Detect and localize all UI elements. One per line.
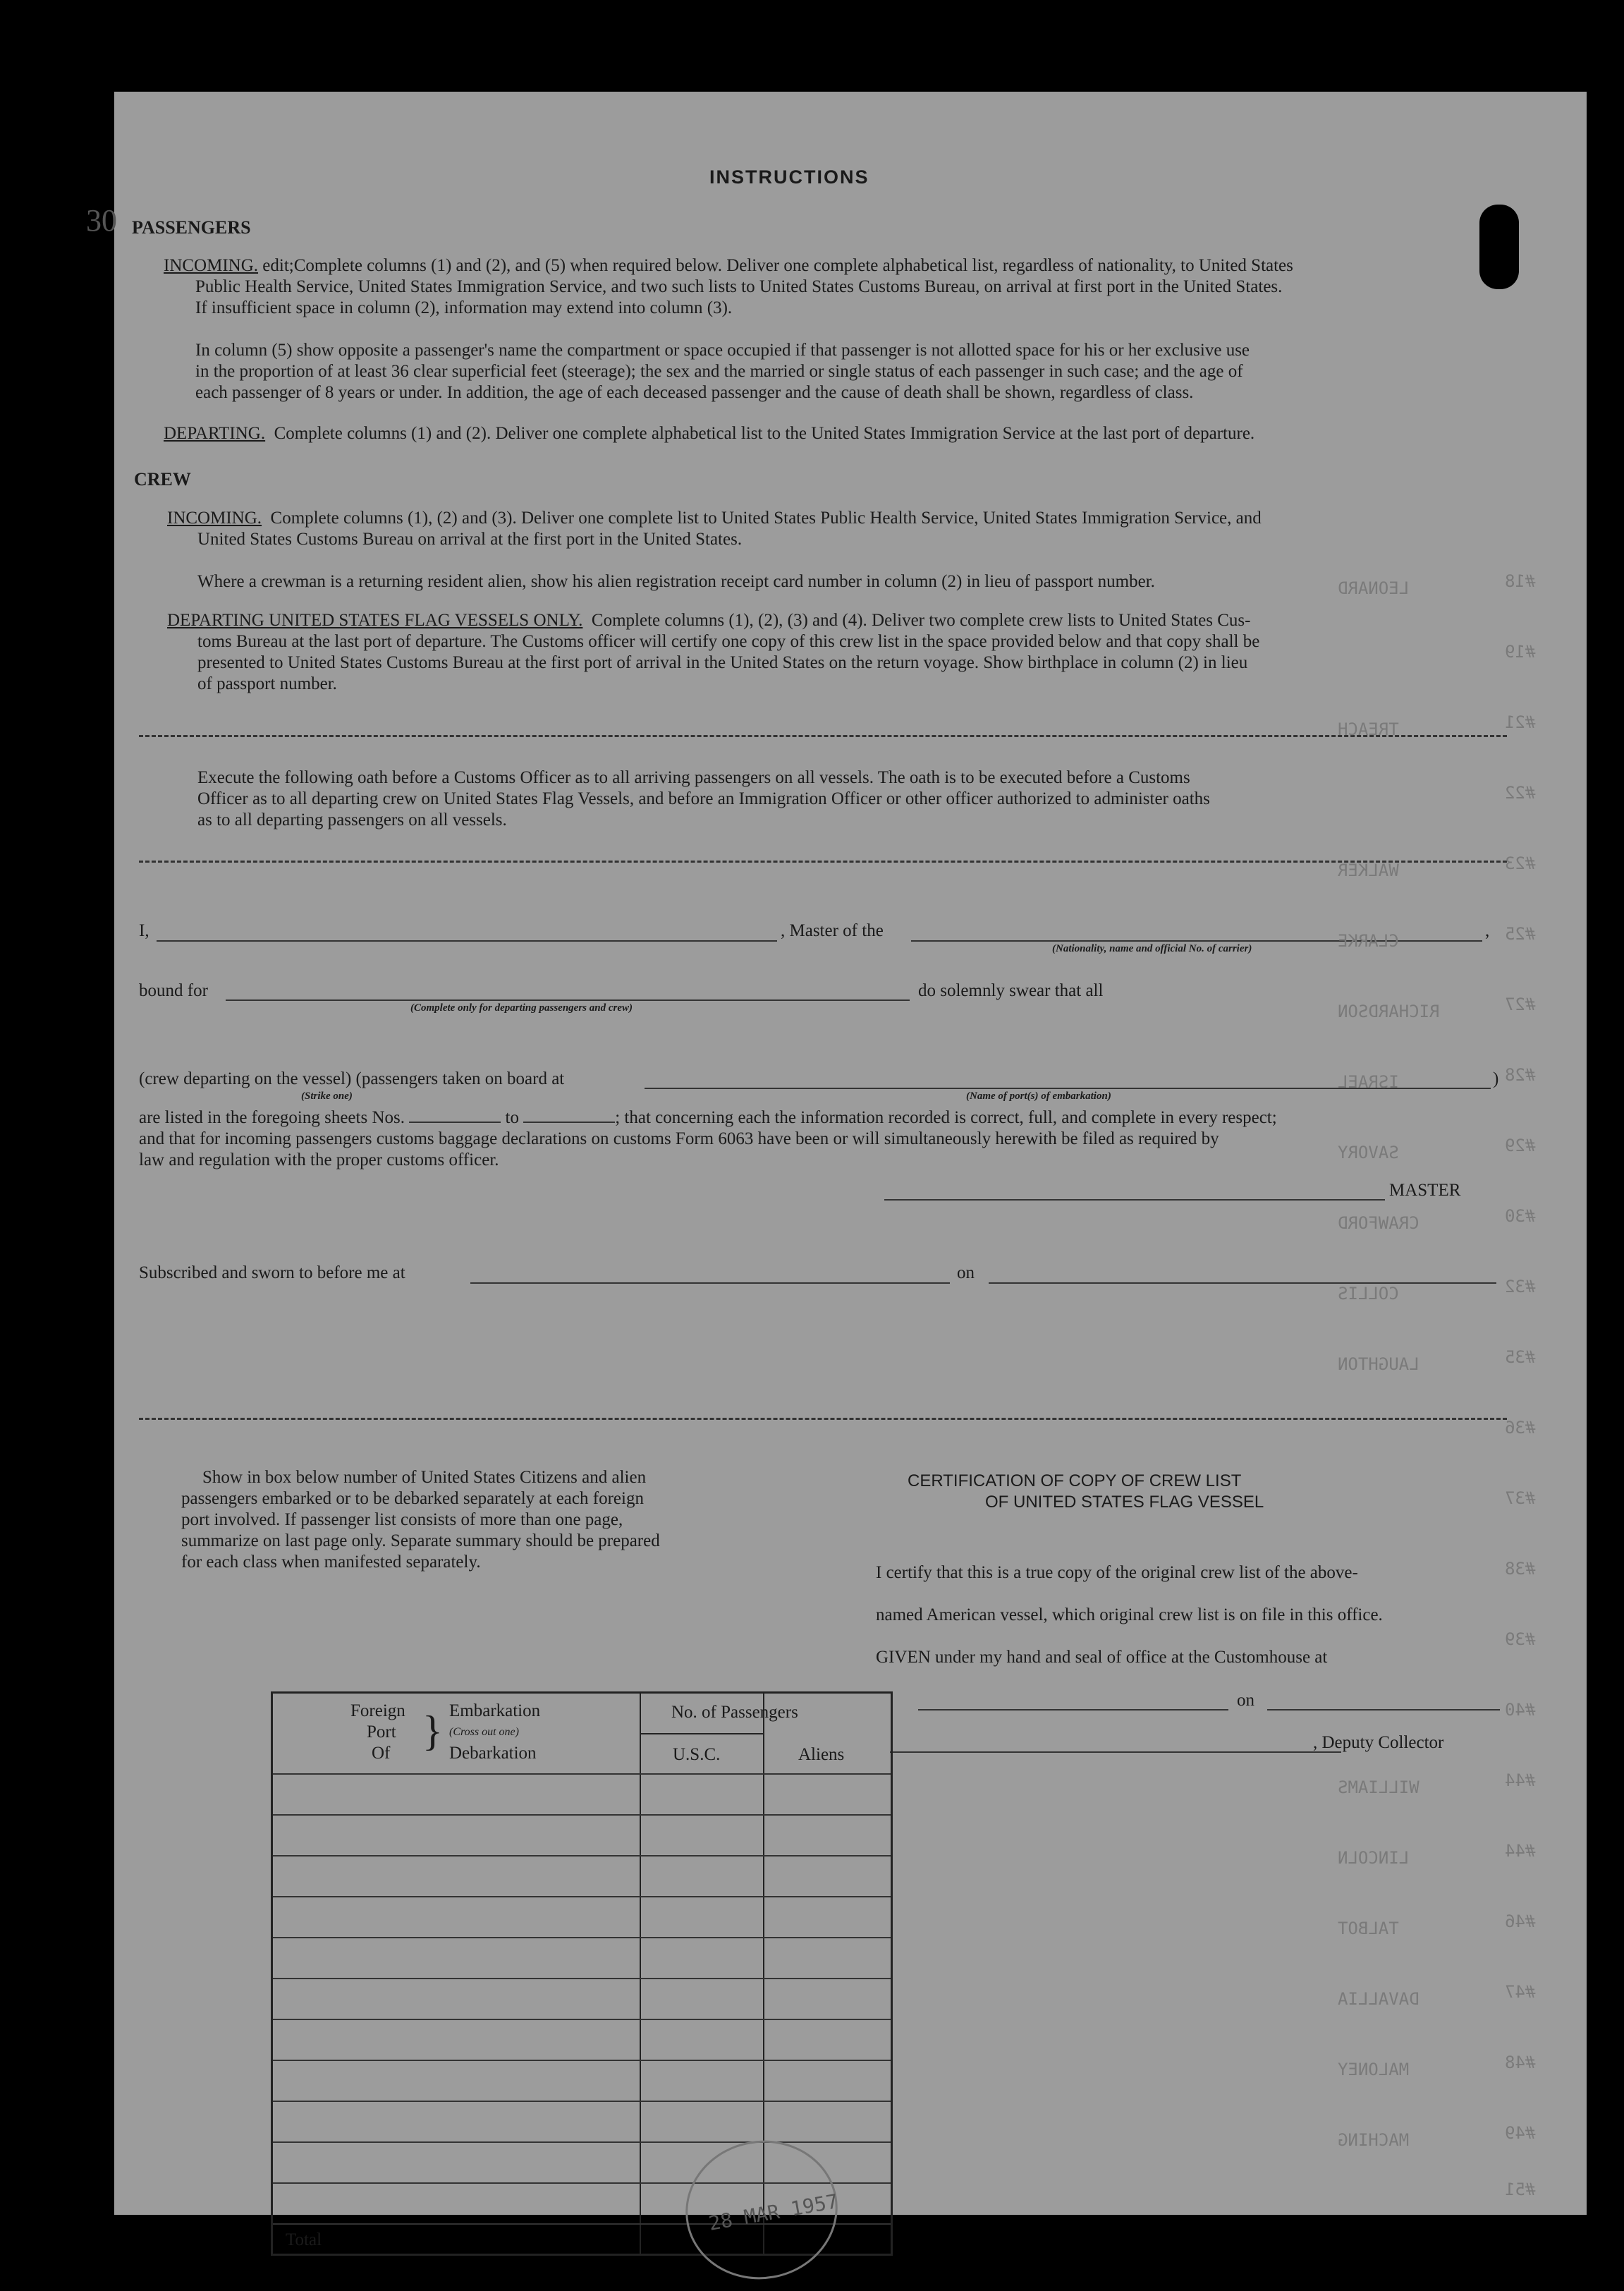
crew-incoming-label: INCOMING. <box>167 509 262 528</box>
bleed-name: COLLIS <box>1338 1284 1399 1304</box>
close-paren: ) <box>1493 1069 1499 1088</box>
bleed-number: #35 <box>1505 1347 1536 1367</box>
bleed-number: #28 <box>1505 1065 1536 1085</box>
subscribed-place-field[interactable] <box>470 1282 950 1284</box>
bleed-number: #48 <box>1505 2053 1536 2072</box>
passengers-incoming-line-1: INCOMING. edit;Complete columns (1) and (2), and (5) when required below. Deliver one complete alphabetical list, regardless of nationality, to United States <box>164 256 1293 275</box>
master-of-label: , Master of the <box>781 921 884 940</box>
passengers-departing-line <box>164 423 1254 444</box>
bound-for-field[interactable] <box>226 999 910 1001</box>
sheets-line-1 <box>139 1107 1277 1129</box>
bleed-number: #51 <box>1505 2180 1536 2199</box>
subscribed-on-label: on <box>957 1263 975 1282</box>
bleed-number: #44 <box>1505 1770 1536 1790</box>
bleed-name: CRAWFORD <box>1338 1213 1420 1233</box>
bleed-number: #18 <box>1505 571 1536 591</box>
crew-flag-label: DEPARTING UNITED STATES FLAG VESSELS ONLY. <box>167 611 583 630</box>
summary-text-1: Show in box below number of United States Citizens and alien <box>202 1468 647 1487</box>
summary-text-4: summarize on last page only. Separate summary should be prepared <box>181 1531 660 1550</box>
master-name-field[interactable] <box>157 940 777 942</box>
col-of-label: Of <box>372 1744 391 1763</box>
certification-title-2: OF UNITED STATES FLAG VESSEL <box>985 1493 1264 1512</box>
bleed-name: DAVALLIA <box>1338 1989 1420 2009</box>
bleed-name: MACHING <box>1338 2130 1410 2150</box>
bleed-number: #40 <box>1505 1700 1536 1720</box>
table-row <box>273 1773 891 1775</box>
crew-flag-line-4: of passport number. <box>197 674 337 693</box>
col-foreign-label: Foreign <box>350 1701 405 1720</box>
passengers-heading: PASSENGERS <box>132 217 251 238</box>
table-row <box>273 1937 891 1938</box>
carrier-hint: (Nationality, name and official No. of carrier) <box>1052 943 1252 954</box>
sheets-text: ; that concerning each the information recorded is correct, full, and complete in every respect; <box>615 1108 1277 1127</box>
col-usc-label: U.S.C. <box>673 1745 721 1764</box>
bleed-number: #36 <box>1505 1418 1536 1438</box>
document-sheet <box>86 92 1587 2249</box>
bleed-name: LEONARD <box>1338 578 1410 598</box>
table-row <box>273 1896 891 1897</box>
col-crossout-label: (Cross out one) <box>449 1726 519 1738</box>
master-signature-field[interactable] <box>884 1199 1385 1201</box>
column5-line-2: in the proportion of at least 36 clear superficial feet (steerage); the sex and the married or single status of each passenger in such case; and the age of <box>195 362 1243 381</box>
port-hint: (Name of port(s) of embarkation) <box>966 1090 1111 1102</box>
crew-flag-line-1 <box>167 610 1250 631</box>
table-row <box>273 1855 891 1857</box>
page-title: INSTRUCTIONS <box>709 166 869 188</box>
passengers-incoming-text-1: Complete columns (1) and (2), and (5) when required below. Deliver one complete alphabetical list, regardless of nationality, to United States <box>293 256 1293 275</box>
section-divider-2 <box>139 861 1507 863</box>
brace-icon: } <box>422 1708 443 1754</box>
bleed-number: #46 <box>1505 1912 1536 1931</box>
hole-punch-mark <box>1479 205 1519 289</box>
sheets-to-field[interactable] <box>523 1107 615 1123</box>
deputy-signature-field[interactable] <box>890 1751 1341 1753</box>
summary-text-3: port involved. If passenger list consists of more than one page, <box>181 1510 623 1529</box>
table-row <box>273 2060 891 2061</box>
sheets-to-label: to <box>505 1108 519 1127</box>
column5-line-3: each passenger of 8 years or under. In addition, the age of each deceased passenger and the cause of death shall be shown, regardless of class. <box>195 383 1194 402</box>
bleed-name: MALONEY <box>1338 2060 1410 2079</box>
table-row <box>273 1978 891 1979</box>
bleed-number: #21 <box>1505 712 1536 732</box>
bleed-number: #44 <box>1505 1841 1536 1861</box>
crew-heading: CREW <box>134 469 191 490</box>
sheets-label: are listed in the foregoing sheets Nos. <box>139 1108 405 1127</box>
deputy-collector-label: , Deputy Collector <box>1313 1733 1444 1752</box>
sheets-line-3: law and regulation with the proper customs officer. <box>139 1150 499 1169</box>
crew-flag-line-3: presented to United States Customs Bureau at the first port of arrival in the United States on the return voyage. Show birthplace in column (2) in lieu <box>197 653 1248 672</box>
crew-flag-line-2: toms Bureau at the last port of departure. The Customs officer will certify one copy of this crew list in the space provided below and that copy shall be <box>197 632 1260 651</box>
certification-given: GIVEN under my hand and seal of office at the Customhouse at <box>876 1648 1328 1667</box>
bleed-number: #30 <box>1505 1206 1536 1226</box>
swear-label: do solemnly swear that all <box>918 981 1104 1000</box>
bleed-name: CLARKE <box>1338 931 1399 951</box>
bleed-number: #23 <box>1505 853 1536 873</box>
bleed-number: #47 <box>1505 1982 1536 2002</box>
passengers-departing-text: Complete columns (1) and (2). Deliver one complete alphabetical list to the United States Immigration Service at the last port of departure. <box>274 424 1255 443</box>
certification-on-label: on <box>1237 1691 1254 1710</box>
bleed-number: #25 <box>1505 924 1536 944</box>
strike-one-hint: (Strike one) <box>301 1090 353 1102</box>
bleed-number: #37 <box>1505 1488 1536 1508</box>
col-debarkation-label: Debarkation <box>449 1744 537 1763</box>
col-embarkation-label: Embarkation <box>449 1701 541 1720</box>
bleed-number: #49 <box>1505 2123 1536 2143</box>
bleed-number: #32 <box>1505 1277 1536 1296</box>
passengers-incoming-label: INCOMING. <box>164 256 259 275</box>
oath-comma: , <box>1485 921 1490 940</box>
oath-intro-line-1: Execute the following oath before a Customs Officer as to all arriving passengers on all vessels. The oath is to be executed before a Customs <box>197 768 1190 787</box>
sheets-line-2: and that for incoming passengers customs baggage declarations on customs Form 6063 have been or will simultaneously herewith be filed as required by <box>139 1129 1219 1148</box>
master-label: MASTER <box>1389 1181 1461 1200</box>
oath-intro-line-3: as to all departing passengers on all vessels. <box>197 810 507 830</box>
bleed-name: TALBOT <box>1338 1919 1399 1938</box>
passengers-incoming-line-2: Public Health Service, United States Immigration Service, and two such lists to United States Customs Bureau, on arrival at first port in the United States. <box>195 277 1283 296</box>
certification-title-1: CERTIFICATION OF COPY OF CREW LIST <box>908 1471 1242 1490</box>
total-label: Total <box>286 2230 322 2249</box>
oath-intro-line-2: Officer as to all departing crew on United States Flag Vessels, and before an Immigration Officer or other officer authorized to administer oaths <box>197 789 1210 808</box>
bleed-name: SAVORY <box>1338 1143 1399 1162</box>
summary-text-2: passengers embarked or to be debarked separately at each foreign <box>181 1489 644 1508</box>
bleed-name: LINCOLN <box>1338 1848 1410 1868</box>
bleed-name: ISRAEL <box>1338 1072 1399 1092</box>
sheets-from-field[interactable] <box>409 1107 501 1123</box>
crew-incoming-line-2: United States Customs Bureau on arrival at the first port in the United States. <box>197 530 743 549</box>
complete-hint: (Complete only for departing passengers and crew) <box>410 1002 633 1014</box>
table-row <box>273 2019 891 2020</box>
subscribed-date-field[interactable] <box>989 1282 1496 1284</box>
side-number: 30 <box>86 203 117 238</box>
column5-line-1: In column (5) show opposite a passenger's name the compartment or space occupied if that passenger is not allotted space for his or her exclusive use <box>195 341 1250 360</box>
oath-i-label: I, <box>139 921 149 940</box>
col-no-passengers-label: No. of Passengers <box>671 1703 798 1722</box>
summary-text-5: for each class when manifested separately. <box>181 1552 481 1572</box>
bleed-number: #29 <box>1505 1136 1536 1155</box>
bleed-name: RICHARDSON <box>1338 1002 1440 1021</box>
crew-departing-label: (crew departing on the vessel) (passengers taken on board at <box>139 1069 565 1088</box>
bleed-number: #38 <box>1505 1559 1536 1579</box>
bleed-number: #22 <box>1505 783 1536 803</box>
table-row <box>273 1814 891 1816</box>
passengers-incoming-line-3: If insufficient space in column (2), information may extend into column (3). <box>195 298 733 317</box>
crew-flag-text-1: Complete columns (1), (2), (3) and (4). Deliver two complete crew lists to United States Cus- <box>591 611 1251 630</box>
bleed-number: #39 <box>1505 1629 1536 1649</box>
bleed-name: WALKER <box>1338 861 1399 880</box>
section-divider-3 <box>139 1418 1507 1420</box>
bleed-name: WILLIAMS <box>1338 1778 1420 1797</box>
subscribed-label: Subscribed and sworn to before me at <box>139 1263 405 1282</box>
col-port-label: Port <box>367 1722 396 1742</box>
section-divider-1 <box>139 735 1507 737</box>
bleed-number: #19 <box>1505 642 1536 662</box>
table-divider-1 <box>640 1694 641 2254</box>
bleed-number: #27 <box>1505 995 1536 1014</box>
bound-for-label: bound for <box>139 981 208 1000</box>
crew-incoming-text-1: Complete columns (1), (2) and (3). Deliver one complete list to United States Public Health Service, United States Immigration Service, and <box>270 509 1262 528</box>
crew-incoming-line-1 <box>167 508 1262 529</box>
bleed-name: LAUGHTON <box>1338 1354 1420 1374</box>
table-row <box>273 2141 891 2143</box>
table-row <box>273 2101 891 2102</box>
bleed-name: TREACH <box>1338 719 1399 739</box>
col-aliens-label: Aliens <box>798 1745 845 1764</box>
certification-text-2: named American vessel, which original crew list is on file in this office. <box>876 1605 1383 1624</box>
certification-date-field[interactable] <box>1267 1709 1500 1710</box>
certification-text-1: I certify that this is a true copy of the original crew list of the above- <box>876 1563 1358 1582</box>
passengers-departing-label: DEPARTING. <box>164 424 266 443</box>
stamp-date: 28 MAR 1957 <box>707 2189 840 2235</box>
crewman-alien-text: Where a crewman is a returning resident alien, show his alien registration receipt card number in column (2) in lieu of passport number. <box>197 572 1155 591</box>
customhouse-field[interactable] <box>918 1709 1228 1710</box>
